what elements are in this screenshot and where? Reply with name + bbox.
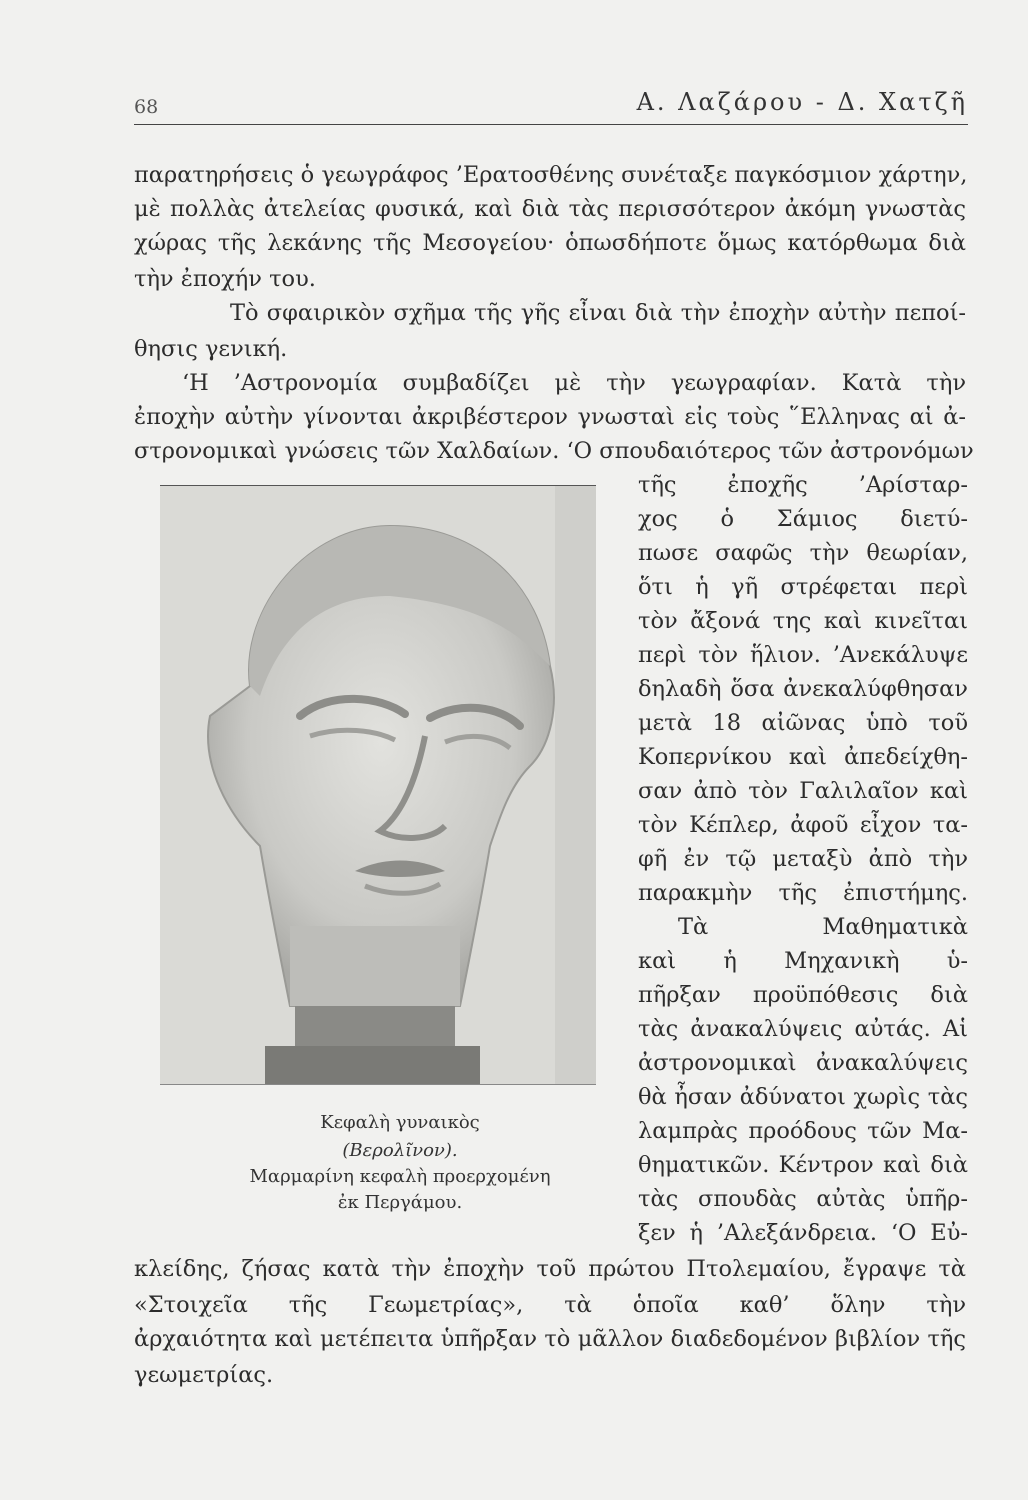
sculpture-head-image bbox=[160, 486, 596, 1084]
text-line: σαν ἀπὸ τὸν Γαλιλαῖον καὶ bbox=[638, 778, 968, 804]
text-line: χος ὁ Σάμιος διετύ- bbox=[638, 506, 968, 532]
text-line: θησις γενική. bbox=[134, 336, 288, 362]
text-line: «Στοιχεῖα τῆς Γεωμετρίας», τὰ ὁποῖα καθ’ ὅλην τὴν bbox=[134, 1292, 966, 1318]
text-line: δηλαδὴ ὅσα ἀνεκαλύφθησαν bbox=[638, 676, 968, 702]
text-line: παρακμὴν τῆς ἐπιστήμης. bbox=[638, 880, 968, 906]
text-line: τὸν ἄξονά της καὶ κινεῖται bbox=[638, 608, 968, 634]
running-head: Α. Λαζάρου - Δ. Χατζῆ bbox=[636, 88, 968, 116]
text-line: περὶ τὸν ἥλιον. ’Ανεκάλυψε bbox=[638, 642, 968, 668]
figure-photo bbox=[160, 485, 596, 1085]
text-line: θὰ ἦσαν ἀδύνατοι χωρὶς τὰς bbox=[638, 1084, 968, 1110]
figure-caption-line: Κεφαλὴ γυναικὸς bbox=[320, 1112, 480, 1133]
text-line: ἀρχαιότητα καὶ μετέπειτα ὑπῆρξαν τὸ μᾶλλον διαδεδομένον βιβλίον τῆς bbox=[134, 1326, 966, 1352]
text-line: Τὰ Μαθηματικὰ bbox=[678, 914, 968, 940]
text-line: πῆρξαν προϋπόθεσις διὰ bbox=[638, 982, 968, 1008]
text-line: χώρας τῆς λεκάνης τῆς Μεσογείου· ὁπωσδήποτε ὅμως κατόρθωμα διὰ bbox=[134, 230, 966, 256]
text-line: στρονομικαὶ γνώσεις τῶν Χαλδαίων. ‘Ο σπουδαιότερος τῶν ἀστρονόμων bbox=[134, 438, 974, 464]
text-line: Τὸ σφαιρικὸν σχῆμα τῆς γῆς εἶναι διὰ τὴν ἐποχὴν αὐτὴν πεποί- bbox=[230, 300, 966, 326]
page-number: 68 bbox=[134, 96, 159, 118]
text-line: τὰς σπουδὰς αὐτὰς ὑπῆρ- bbox=[638, 1186, 968, 1212]
text-line: Κοπερνίκου καὶ ἀπεδείχθη- bbox=[638, 744, 968, 770]
text-line: ἀστρονομικαὶ ἀνακαλύψεις bbox=[638, 1050, 968, 1076]
text-line: λαμπρὰς προόδους τῶν Μα- bbox=[638, 1118, 968, 1144]
text-line: κλείδης, ζήσας κατὰ τὴν ἐποχὴν τοῦ πρώτου Πτολεμαίου, ἔγραψε τὰ bbox=[134, 1256, 966, 1282]
text-line: φῆ ἐν τῷ μεταξὺ ἀπὸ τὴν bbox=[638, 846, 968, 872]
text-line: γεωμετρίας. bbox=[134, 1362, 274, 1388]
text-line: τὰς ἀνακαλύψεις αὐτάς. Αἱ bbox=[638, 1016, 968, 1042]
header-rule bbox=[134, 124, 968, 125]
text-line: ξεν ἡ ’Αλεξάνδρεια. ‘Ο Εὐ- bbox=[638, 1220, 968, 1246]
text-line: παρατηρήσεις ὁ γεωγράφος ’Ερατοσθένης συνέταξε παγκόσμιον χάρτην, bbox=[134, 162, 968, 188]
figure-caption-line: Μαρμαρίνη κεφαλὴ προερχομένη bbox=[249, 1166, 551, 1187]
text-line: τῆς ἐποχῆς ’Αρίσταρ- bbox=[638, 472, 968, 498]
text-line: θηματικῶν. Κέντρον καὶ διὰ bbox=[638, 1152, 968, 1178]
text-line: τὴν ἐποχήν του. bbox=[134, 266, 316, 292]
text-line: ὅτι ἡ γῆ στρέφεται περὶ bbox=[638, 574, 968, 600]
text-line: μὲ πολλὰς ἀτελείας φυσικά, καὶ διὰ τὰς περισσότερον ἀκόμη γνωστὰς bbox=[134, 196, 966, 222]
text-line: πωσε σαφῶς τὴν θεωρίαν, bbox=[638, 540, 968, 566]
text-line: καὶ ἡ Μηχανικὴ ὑ- bbox=[638, 948, 968, 974]
figure-caption-line: (Βερολῖνον). bbox=[342, 1140, 458, 1161]
text-line: τὸν Κέπλερ, ἀφοῦ εἶχον τα- bbox=[638, 812, 968, 838]
text-line: ἐποχὴν αὐτὴν γίνονται ἀκριβέστερον γνωσταὶ εἰς τοὺς ῞Ελληνας αἱ ἀ- bbox=[134, 404, 966, 430]
text-line: ‘Η ’Αστρονομία συμβαδίζει μὲ τὴν γεωγραφίαν. Κατὰ τὴν bbox=[182, 370, 966, 396]
text-line: μετὰ 18 αἰῶνας ὑπὸ τοῦ bbox=[638, 710, 968, 736]
figure-caption-line: ἐκ Περγάμου. bbox=[337, 1192, 463, 1213]
